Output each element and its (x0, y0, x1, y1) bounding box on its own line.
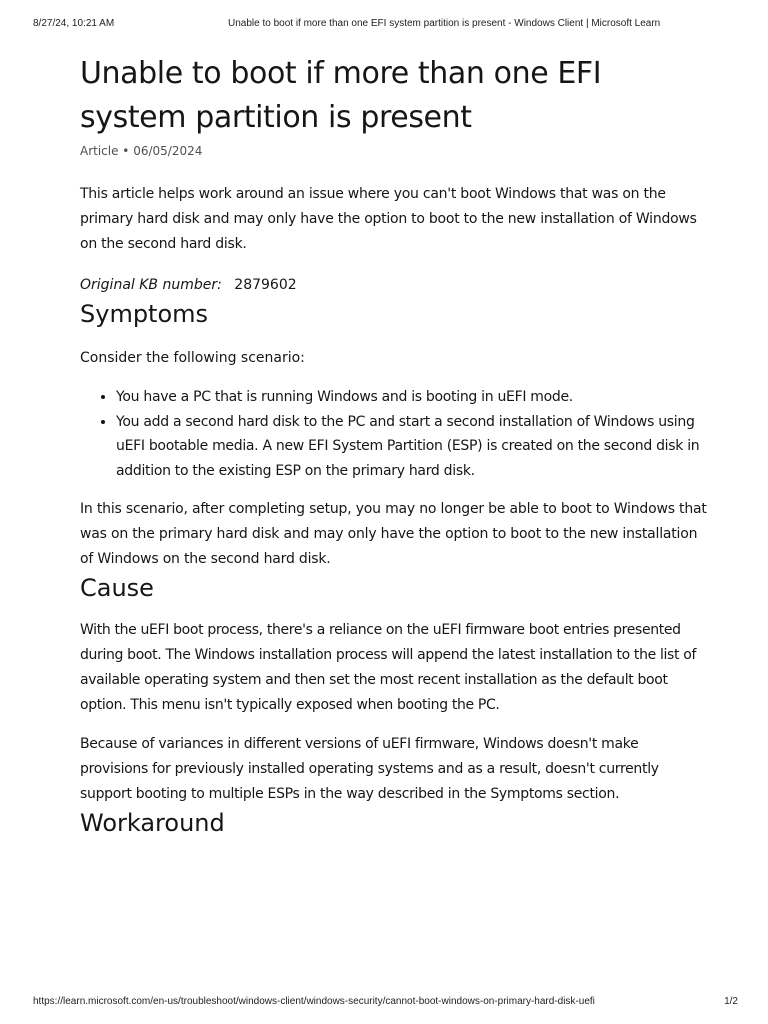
cause-paragraph: With the uEFI boot process, there's a reliance on the uEFI firmware boot entries presented during boot. The Windows installation process will append the latest installation to the list of available operating system and then set the most recent installation as the default boot option. This menu isn't typically exposed when booting the PC. (80, 622, 697, 713)
page-title: Unable to boot if more than one EFI system partition is present (80, 56, 602, 135)
cause-paragraph: Because of variances in different versions of uEFI firmware, Windows doesn't make provisions for previously installed operating systems and as a result, doesn't currently support booting to multiple ESPs in the way described in the Symptoms section. (80, 736, 659, 802)
print-footer (33, 996, 738, 1010)
heading-symptoms: Symptoms (80, 300, 209, 328)
print-page-number: 1/2 (724, 996, 738, 1007)
symptoms-lead: Consider the following scenario: (80, 350, 305, 366)
list-item: • You add a second hard disk to the PC and start a second installation of Windows using uEFI bootable media. A new EFI System Partition (ESP) is created on the second disk in addition to the existing ESP on the primary hard disk. (116, 410, 710, 484)
print-url: https://learn.microsoft.com/en-us/troubleshoot/windows-client/windows-security/cannot-boot-windows-on-primary-hard-disk-uefi (33, 996, 595, 1007)
kb-number (80, 273, 710, 298)
article (80, 52, 710, 839)
symptoms-after: In this scenario, after completing setup, you may no longer be able to boot to Windows that was on the primary hard disk and may only have the option to boot to the new installation of Windows on the second hard disk. (80, 501, 707, 567)
print-datetime: 8/27/24, 10:21 AM (33, 18, 115, 29)
list-item: • You have a PC that is running Windows and is booting in uEFI mode. (116, 385, 710, 410)
heading-cause: Cause (80, 574, 154, 602)
intro-paragraph: This article helps work around an issue where you can't boot Windows that was on the primary hard disk and may only have the option to boot to the new installation of Windows on the second hard disk. (80, 186, 697, 252)
print-header (33, 18, 735, 32)
heading-workaround: Workaround (80, 809, 225, 837)
article-meta: Article • 06/05/2024 (80, 144, 203, 158)
symptoms-list (80, 385, 710, 483)
print-page-title: Unable to boot if more than one EFI system partition is present - Windows Client | Microsoft Learn (228, 18, 661, 29)
kb-label: Original KB number: (80, 277, 222, 293)
kb-value: 2879602 (234, 277, 297, 293)
